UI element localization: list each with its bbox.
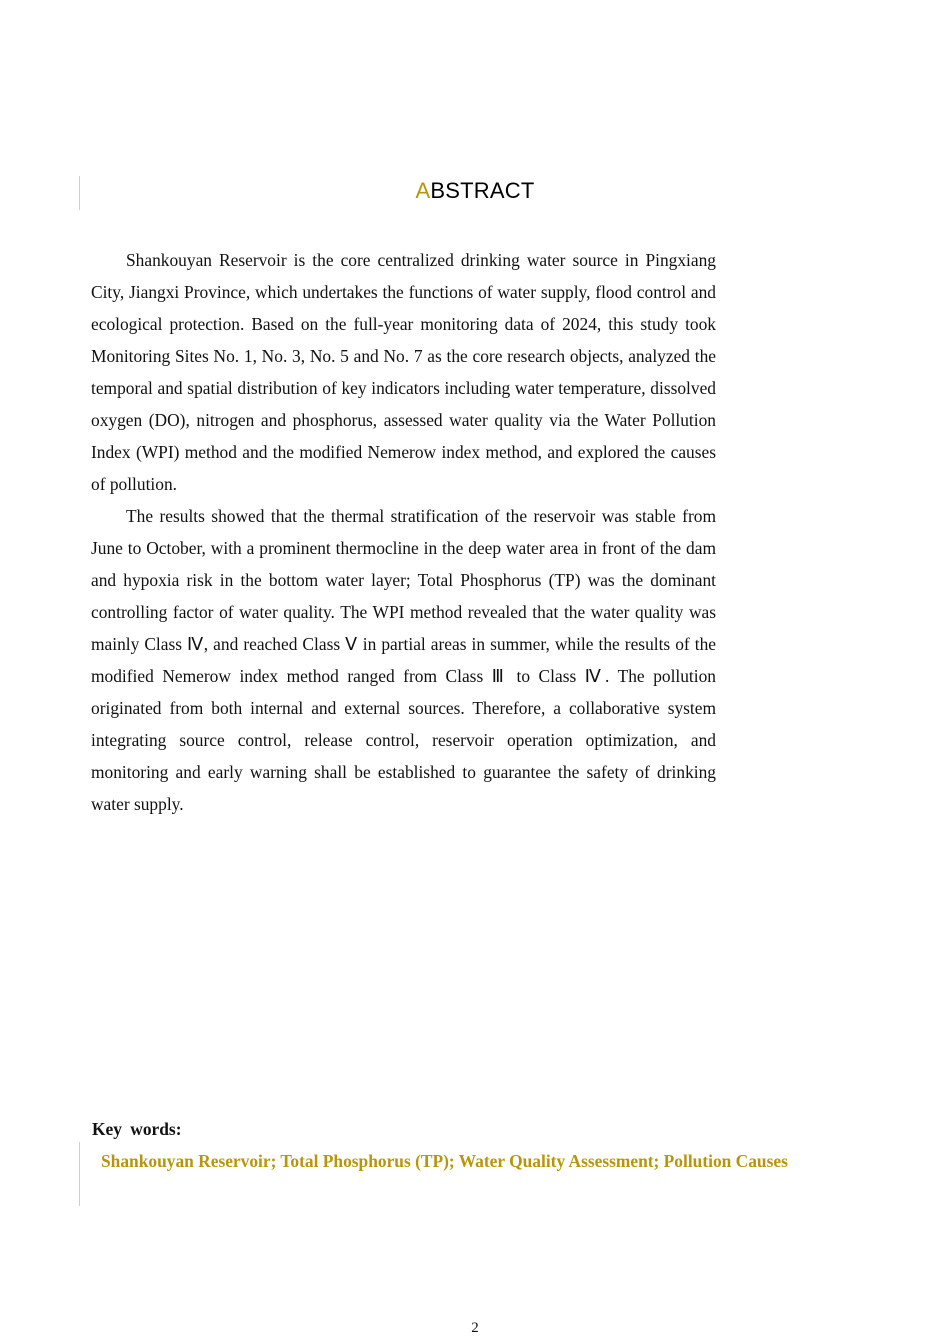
page-number: 2 <box>471 1320 479 1336</box>
abstract-title-initial: A <box>415 178 431 203</box>
abstract-title-rest: BSTRACT <box>430 178 535 203</box>
abstract-title <box>0 178 950 204</box>
keywords-label: Key words: <box>92 1119 182 1139</box>
keywords-margin-rule <box>79 1142 80 1206</box>
abstract-paragraph-2: The results showed that the thermal stratification of the reservoir was stable from June to October, with a prominent thermocline in the deep water area in front of the dam and hypoxia risk in the bottom water layer; Total Phosphorus (TP) was the dominant controlling factor of water quality. The WPI method revealed that the water quality was mainly Class Ⅳ, and reached Class Ⅴ in partial areas in summer, while the results of the modified Nemerow index method ranged from Class Ⅲ to Class Ⅳ. The pollution originated from both internal and external sources. Therefore, a collaborative system integrating source control, release control, reservoir operation optimization, and monitoring and early warning shall be established to guarantee the safety of drinking water supply. <box>91 506 716 814</box>
abstract-paragraph-1: Shankouyan Reservoir is the core centralized drinking water source in Pingxiang City, Jiangxi Province, which undertakes the functions of water supply, flood control and ecological protection. Based on the full-year monitoring data of 2024, this study took Monitoring Sites No. 1, No. 3, No. 5 and No. 7 as the core research objects, analyzed the temporal and spatial distribution of key indicators including water temperature, dissolved oxygen (DO), nitrogen and phosphorus, assessed water quality via the Water Pollution Index (WPI) method and the modified Nemerow index method, and explored the causes of pollution. <box>91 250 716 494</box>
keywords-text: Shankouyan Reservoir; Total Phosphorus (TP); Water Quality Assessment; Pollution Causes <box>101 1151 788 1171</box>
abstract-body <box>91 244 716 820</box>
